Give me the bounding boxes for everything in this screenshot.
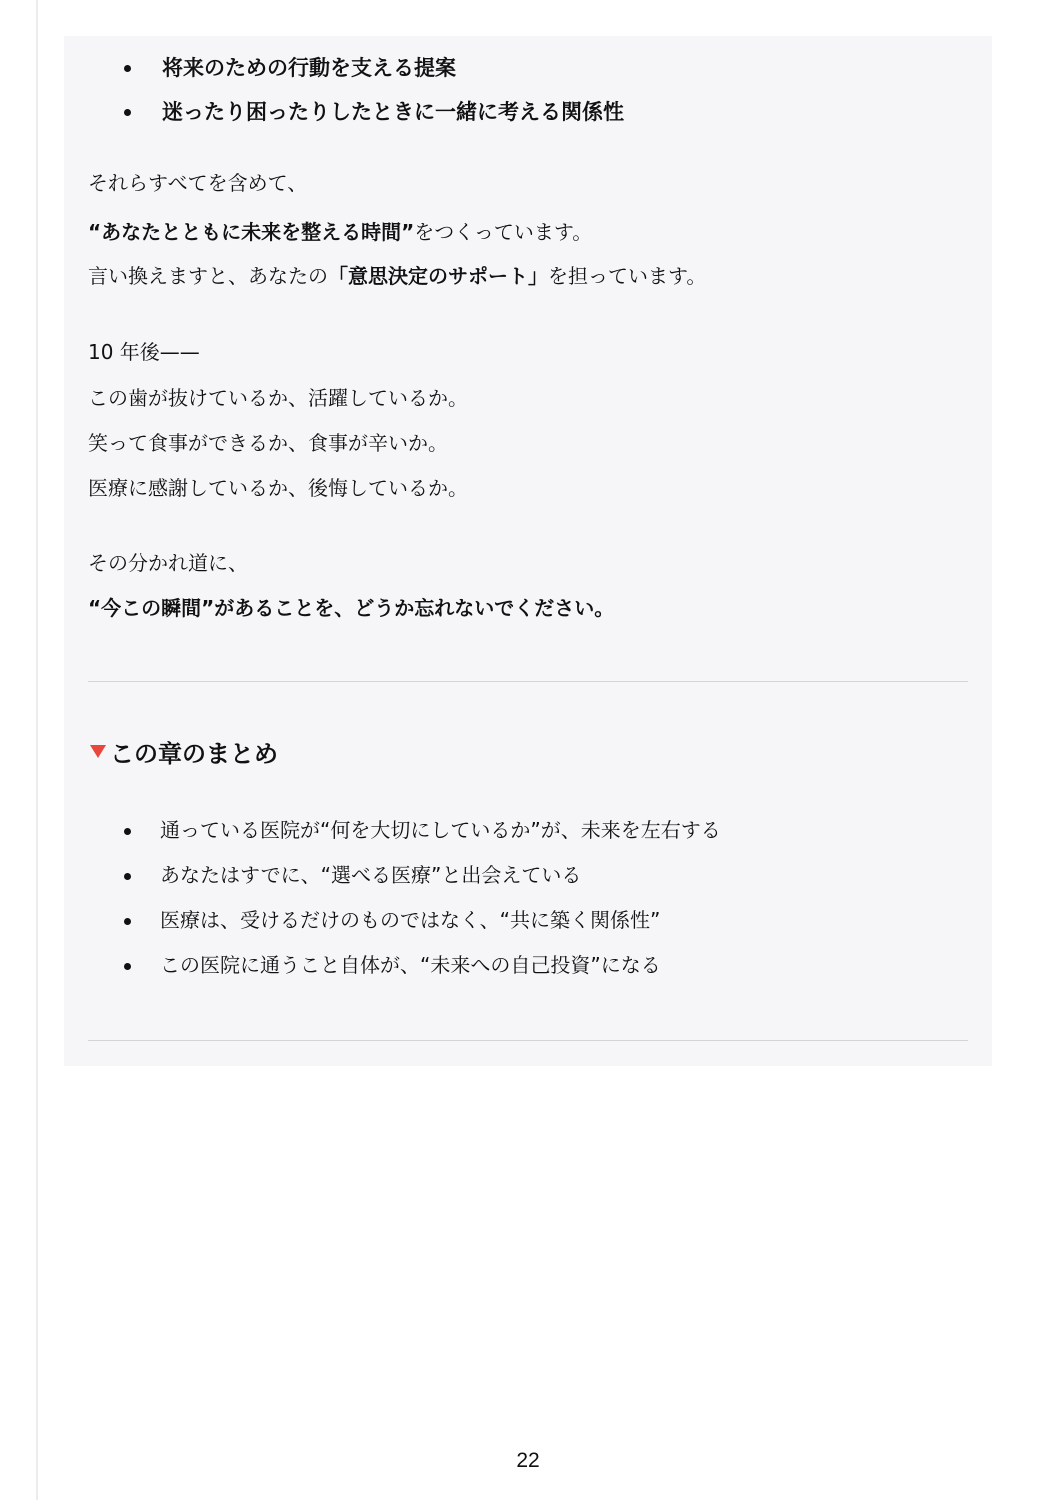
list-item-text: 迷ったり困ったりしたときに一緒に考える関係性 <box>162 100 624 124</box>
future-line-text: 医療に感謝しているか、後悔しているか。 <box>88 476 468 500</box>
bullet-icon <box>124 828 131 835</box>
list-item <box>120 46 624 90</box>
page-number: 22 <box>516 1449 540 1472</box>
future-line <box>88 420 448 466</box>
intro-line-2 <box>88 209 592 255</box>
list-item-text: あなたはすでに、“選べる医療”と出会えている <box>160 863 582 887</box>
intro-line-1-text: それらすべてを含めて、 <box>88 171 308 195</box>
intro-line-3-suffix: を担っています。 <box>548 264 707 288</box>
summary-list <box>120 808 721 988</box>
triangle-marker-icon <box>90 745 106 758</box>
section-divider <box>88 1040 968 1041</box>
intro-emphasis: “あなたとともに未来を整える時間” <box>88 220 415 244</box>
future-line <box>88 375 468 421</box>
section-divider <box>88 681 968 682</box>
bullet-icon <box>124 963 131 970</box>
list-item <box>120 90 624 134</box>
closing-line-2 <box>88 585 614 631</box>
closing-line-1-text: その分かれ道に、 <box>88 551 248 575</box>
page-edge <box>36 0 38 1500</box>
closing-emphasis: “今この瞬間”があることを、どうか忘れないでください。 <box>88 596 615 620</box>
list-item-text: この医院に通うこと自体が、“未来への自己投資”になる <box>160 953 661 977</box>
list-item <box>120 808 721 853</box>
decision-support-emphasis: 「意思決定のサポート」 <box>328 264 548 288</box>
intro-line-3-prefix: 言い換えますと、あなたの <box>88 264 328 288</box>
bullet-icon <box>124 109 131 116</box>
intro-line-1 <box>88 160 307 206</box>
bullet-icon <box>124 65 131 72</box>
list-item <box>120 898 721 943</box>
future-heading <box>88 329 200 375</box>
list-item <box>120 943 721 988</box>
future-line-text: 笑って食事ができるか、食事が辛いか。 <box>88 431 448 455</box>
list-item <box>120 853 721 898</box>
closing-line-1 <box>88 540 248 586</box>
future-line-text: この歯が抜けているか、活躍しているか。 <box>88 386 468 410</box>
list-item-text: 将来のための行動を支える提案 <box>162 56 456 80</box>
list-item-text: 医療は、受けるだけのものではなく、“共に築く関係性” <box>160 908 661 932</box>
summary-heading-text: この章のまとめ <box>110 740 278 768</box>
intro-line-3 <box>88 253 706 299</box>
intro-line-2-rest: をつくっています。 <box>414 220 593 244</box>
future-heading-text: 10 年後—— <box>88 340 200 364</box>
top-bullet-list <box>120 46 624 134</box>
summary-heading <box>90 734 278 774</box>
bullet-icon <box>124 873 131 880</box>
list-item-text: 通っている医院が“何を大切にしているか”が、未来を左右する <box>160 818 721 842</box>
future-line <box>88 465 468 511</box>
bullet-icon <box>124 918 131 925</box>
